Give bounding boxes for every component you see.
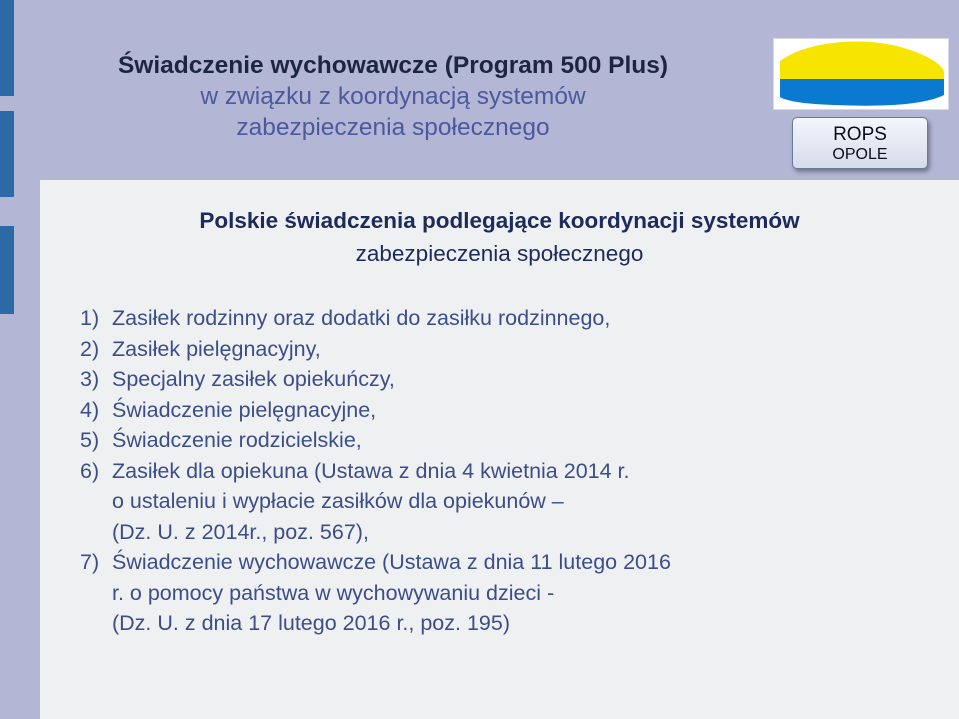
list-item xyxy=(80,303,882,334)
logo-blue-band xyxy=(780,79,944,106)
list-item-number: 5) xyxy=(80,428,100,452)
list-item-number: 1) xyxy=(80,306,100,330)
list-item-number: 4) xyxy=(80,397,100,422)
list-item-text: Świadczenie rodzicielskie, xyxy=(112,428,362,452)
list-item xyxy=(80,547,882,639)
list-item-text: Świadczenie pielęgnacyjne, xyxy=(112,397,377,422)
left-accent-stripe xyxy=(0,111,14,197)
list-item-number: 2) xyxy=(80,336,100,361)
logo-graphic xyxy=(774,39,948,109)
slide-title-line-1: Świadczenie wychowawcze (Program 500 Plus) xyxy=(117,52,669,79)
badge-line-2: OPOLE xyxy=(832,146,888,163)
list-item-text: Specjalny zasiłek opiekuńczy, xyxy=(112,367,395,391)
list-item-text-line: (Dz. U. z dnia 17 lutego 2016 r., poz. 195) xyxy=(112,611,510,635)
list-item-text: Zasiłek rodzinny oraz dodatki do zasiłku rodzinnego, xyxy=(112,306,611,330)
list-item-number: 6) xyxy=(80,458,100,483)
list-item-text xyxy=(112,456,882,548)
list-item-number: 7) xyxy=(80,550,100,574)
subtitle-line-1: Polskie świadczenia podlegające koordynacji systemów xyxy=(199,208,800,233)
list-item-text-line: Zasiłek dla opiekuna (Ustawa z dnia 4 kwietnia 2014 r. xyxy=(112,458,630,483)
content-panel xyxy=(40,180,959,719)
list-item xyxy=(80,364,882,395)
slide-title-line-2: w związku z koordynacją systemów xyxy=(200,83,586,110)
list-item-text-line: o ustaleniu i wypłacie zasiłków dla opiekunów – xyxy=(112,489,564,513)
slide-title-line-3: zabezpieczenia społecznego xyxy=(236,114,550,141)
left-accent-stripe xyxy=(0,0,14,96)
slide-title xyxy=(18,50,768,143)
list-item-text-line: r. o pomocy państwa w wychowywaniu dzieci - xyxy=(112,580,555,605)
left-accent-stripe xyxy=(0,226,14,314)
subtitle-line-2: zabezpieczenia społecznego xyxy=(355,241,644,266)
list-item xyxy=(80,425,882,456)
rops-opole-badge xyxy=(792,117,928,169)
list-item-text xyxy=(112,547,882,639)
list-item xyxy=(80,334,882,365)
rops-flag-logo-icon xyxy=(773,38,949,110)
list-item-text-line: Świadczenie wychowawcze (Ustawa z dnia 11 lutego 2016 xyxy=(112,550,671,574)
content-subtitle xyxy=(40,204,959,270)
badge-line-1: ROPS xyxy=(833,124,887,145)
benefits-list xyxy=(80,303,882,639)
list-item-number: 3) xyxy=(80,367,100,391)
list-item xyxy=(80,456,882,548)
list-item xyxy=(80,395,882,426)
list-item-text-line: (Dz. U. z 2014r., poz. 567), xyxy=(112,519,369,544)
list-item-text: Zasiłek pielęgnacyjny, xyxy=(112,336,321,361)
logo-yellow-band xyxy=(780,42,944,79)
